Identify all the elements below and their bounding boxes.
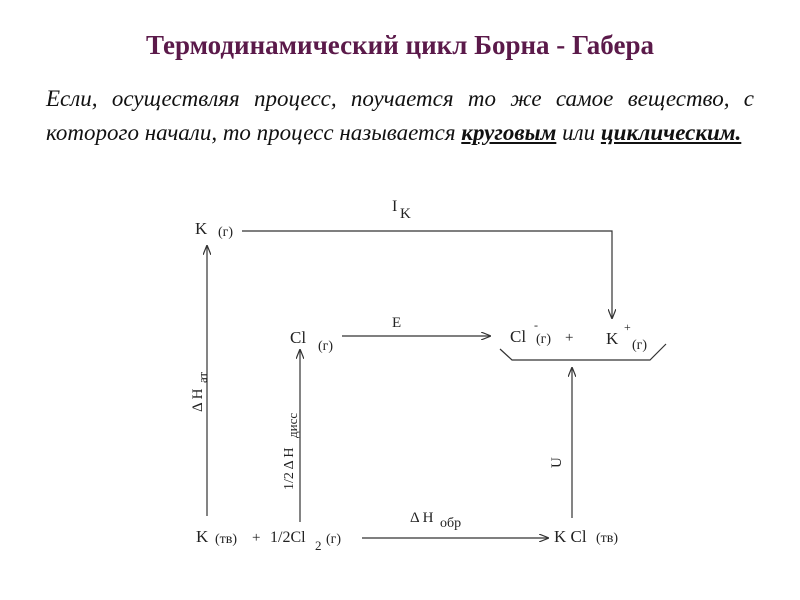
node-k-gas — [195, 219, 233, 240]
cl-gas-symbol: Cl — [290, 328, 307, 347]
reactant-cl2-state: (г) — [326, 532, 342, 547]
ion-cation: K — [606, 329, 619, 348]
arrow-atomization — [190, 246, 210, 516]
ionization-sub: K — [400, 206, 411, 222]
ion-plus: + — [565, 330, 574, 346]
node-cl-gas — [290, 328, 333, 354]
cl-gas-state: (г) — [318, 339, 334, 354]
ion-cation-state: (г) — [632, 338, 648, 353]
product-formula: K Cl — [554, 527, 587, 546]
term-circular: круговым — [461, 120, 557, 145]
atomization-label: Δ H — [190, 388, 206, 412]
arrow-dissociation — [282, 350, 300, 522]
product-state: (тв) — [596, 531, 619, 546]
dissociation-label: 1/2 Δ H — [282, 447, 297, 490]
electron-affinity-label: E — [392, 315, 402, 331]
reactant-k-state: (тв) — [215, 532, 238, 547]
ion-anion-state: (г) — [536, 332, 552, 347]
ion-anion: Cl — [510, 327, 527, 346]
ionization-label: I — [392, 198, 398, 215]
arrow-ionization — [242, 198, 612, 318]
node-ions — [510, 318, 647, 353]
atomization-sub: ат — [195, 371, 210, 383]
slide-title: Термодинамический цикл Борна - Габера — [146, 30, 654, 60]
dissociation-sub: дисс — [285, 412, 300, 438]
intro-joiner: или — [556, 120, 601, 145]
k-gas-state: (г) — [218, 225, 234, 240]
node-reactants — [196, 527, 341, 553]
formation-sub: обр — [440, 516, 462, 531]
lattice-energy-label: U — [549, 457, 565, 468]
reactant-plus: + — [252, 530, 261, 546]
arrow-lattice-energy — [549, 368, 572, 518]
reactant-k: K — [196, 527, 209, 546]
arrow-formation — [362, 510, 548, 538]
k-gas-symbol: K — [195, 219, 208, 238]
term-cyclic: циклическим. — [600, 120, 742, 145]
ion-anion-charge: - — [534, 318, 538, 332]
reactant-cl2: 1/2Cl — [270, 529, 306, 546]
node-product — [554, 527, 618, 546]
reactant-cl2-subscript: 2 — [315, 538, 322, 553]
ion-cation-charge: + — [624, 320, 631, 334]
intro-text: Если, осуществляя процесс, поучается то же самое вещество, с которого начали, то процесс называется — [46, 86, 754, 145]
formation-label: Δ H — [410, 510, 434, 526]
arrow-electron-affinity — [342, 315, 490, 336]
